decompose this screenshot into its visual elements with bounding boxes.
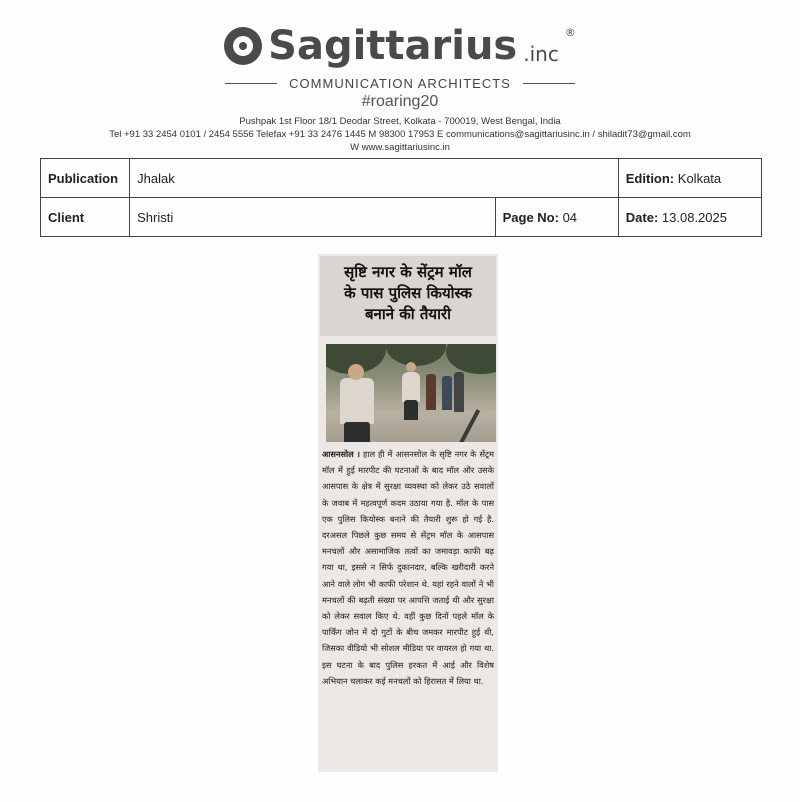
- date-cell: [618, 198, 761, 237]
- website-line: W www.sagittariusinc.in: [350, 142, 450, 153]
- letterhead: [0, 0, 800, 160]
- clipping-headline: [320, 256, 496, 336]
- logo-name: Sagittarius: [268, 23, 518, 69]
- publication-label-cell: [41, 159, 130, 198]
- client-label-cell: [41, 198, 130, 237]
- photo-pole: [456, 409, 480, 442]
- tagline-rule-left: [225, 83, 277, 84]
- article-text: हाल ही में आसनसोल के सृष्टि नगर के सेंट्रम मॉल में हुई मारपीट की घटनाओं के बाद मॉल और उसके आसपास के क्षेत्र में सुरक्षा व्यवस्था को लेकर उठे सवालों के जवाब में महत्वपूर्ण कदम उठाया गया है. मॉल के पास एक पुलिस कियोस्क बनाने की तैयारी शुरू हो गई है. दरअसल पिछले कुछ समय से सेंट्रम मॉल के आसपास मनचलों और असामाजिक तत्वों का जमावड़ा काफी बढ़ गया था, इससे न सिर्फ दुकानदार, बल्कि खरीदारी करने आने वाले लोग भी काफी परेशान थे. यहां रहने वालों ने भी मनचलों की बढ़ती संख्या पर आपत्ति जताई थी और सुरक्षा को लेकर सवाल किए थे. वहीं कुछ दिनों पहले मॉल के पार्किंग जोन में दो गुटों के बीच जमकर मारपीट हुई थी, जिसका वीडियो भी सोशल मीडिया पर वायरल हो गया था. इस घटना के बाद पुलिस हरकत में आई और विशेष अभियान चलाकर कई मनचलों को हिरासत में लिया था.: [322, 449, 495, 686]
- headline-line: सृष्टि नगर के सेंट्रम मॉल: [344, 263, 472, 281]
- logo-suffix: .inc: [523, 42, 559, 66]
- table-row: [41, 198, 762, 237]
- registered-mark: ®: [564, 25, 576, 39]
- photo-person: [426, 374, 436, 410]
- headline-line: के पास पुलिस कियोस्क: [344, 284, 472, 302]
- tagline-row: [0, 76, 800, 91]
- publication-label: Publication: [48, 170, 119, 186]
- publication-info-table: [40, 158, 762, 237]
- date-label: Date:: [625, 209, 659, 225]
- page-cell: [495, 198, 618, 237]
- photo-person-legs: [404, 400, 418, 420]
- contact-line: Tel +91 33 2454 0101 / 2454 5556 Telefax +91 33 2476 1445 M 98300 17953 E communications@sagittariusinc.in / shiladit73@gmail.com: [109, 129, 691, 140]
- photo-tree: [386, 344, 446, 366]
- headline-line: बनाने की तैयारी: [364, 305, 452, 323]
- photo-person-legs: [344, 422, 370, 442]
- client-value: Shristi: [137, 209, 174, 225]
- edition-value: Kolkata: [677, 170, 722, 186]
- company-logo: [0, 23, 800, 69]
- photo-tree: [446, 344, 496, 374]
- date-value: 13.08.2025: [661, 209, 727, 225]
- tagline: COMMUNICATION ARCHITECTS: [289, 76, 511, 91]
- table-row: [41, 159, 762, 198]
- logo-mark-icon: [224, 27, 262, 65]
- tagline-rule-right: [523, 83, 575, 84]
- page-value: 04: [562, 209, 578, 225]
- page-label: Page No:: [502, 209, 559, 225]
- client-label: Client: [48, 209, 85, 225]
- photo-person: [442, 376, 452, 410]
- address-line: Pushpak 1st Floor 18/1 Deodar Street, Kolkata - 700019, West Bengal, India: [239, 116, 561, 127]
- photo-person: [340, 378, 374, 424]
- article-body: [322, 446, 494, 689]
- newspaper-clipping: [318, 254, 498, 772]
- client-value-cell: [130, 198, 496, 237]
- publication-value: Jhalak: [137, 170, 175, 186]
- publication-value-cell: [130, 159, 619, 198]
- hashtag: #roaring20: [361, 93, 439, 110]
- photo-person-head: [406, 362, 416, 372]
- photo-person-head: [348, 364, 364, 380]
- news-photo: [326, 344, 496, 442]
- edition-label: Edition:: [625, 170, 675, 186]
- photo-person: [454, 372, 464, 412]
- article-dateline: आसनसोल ।: [322, 449, 360, 459]
- edition-cell: [618, 159, 761, 198]
- photo-person: [402, 372, 420, 402]
